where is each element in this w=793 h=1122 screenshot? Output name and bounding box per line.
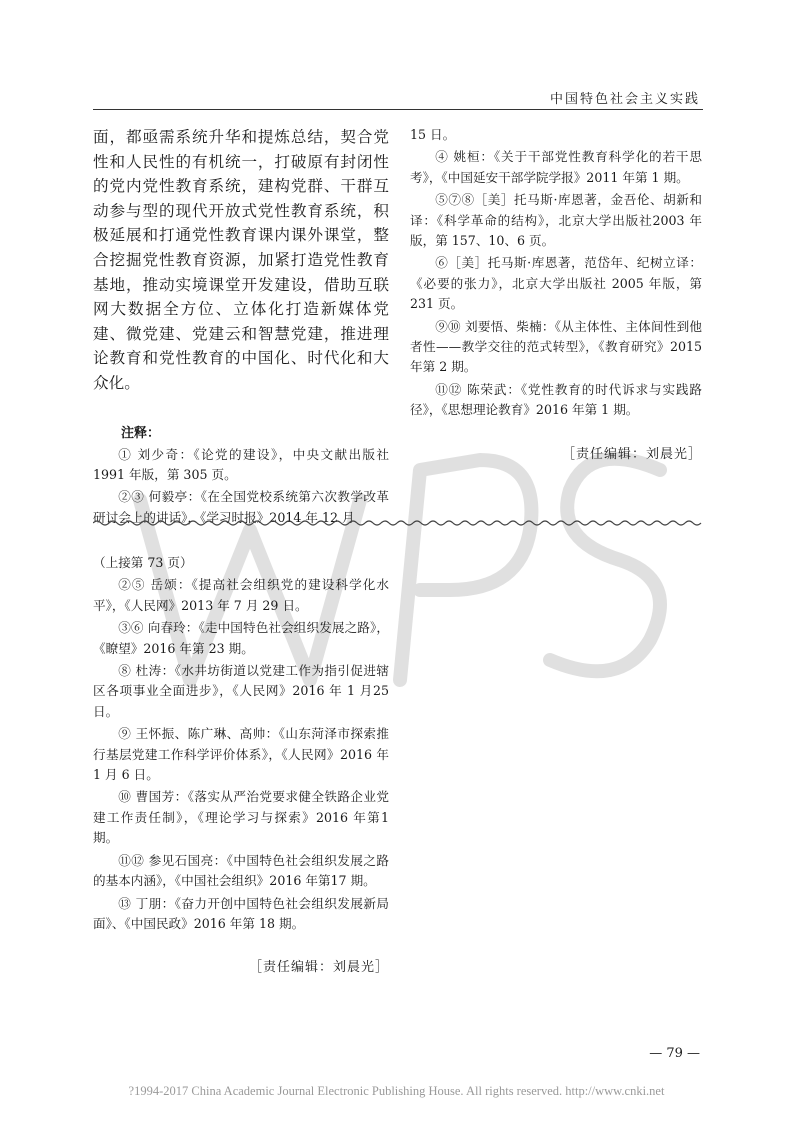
note-item: ⑪⑫ 参见石国亮：《中国特色社会组织发展之路的基本内涵》，《中国社会组织》2016 年第17 期。 — [93, 852, 389, 889]
body-paragraph: 面，都亟需系统升华和提炼总结，契合党性和人民性的有机统一，打破原有封闭性的党内党性教育系统，建构党群、干群互动参与型的现代开放式党性教育系统，积极延展和打通党性教育课内课外课堂，整合挖掘党性教育资源，加紧打造党性教育基地，推动实境课堂开发建设，借助互联网大数据全方位、立体化打造新媒体党建、微党建、党建云和智慧党建，推进理论教育和党性教育的中国化、时代化和大众化。 — [93, 128, 389, 392]
note-item: ②⑤ 岳颂：《提高社会组织党的建设科学化水平》，《人民网》2013 年 7 月 29 日。 — [93, 577, 389, 613]
note-item: ⑨⑩ 刘要悟、柴楠：《从主体性、主体间性到他者性——教学交往的范式转型》，《教育研究》2015 年第 2 期。 — [410, 318, 702, 375]
header-rule — [93, 109, 703, 110]
right-column-top — [410, 125, 702, 462]
note-item: ②③ 何毅亭：《在全国党校系统第六次教学改革研讨会上的讲话》，《学习时报》2014 年 12 月 — [93, 489, 389, 525]
continued-label: （上接第 73 页） — [93, 555, 193, 570]
note-item: ④ 姚桓：《关于干部党性教育科学化的若干思考》，《中国延安干部学院学报》2011 年第 1 期。 — [410, 149, 702, 185]
left-column-top — [93, 125, 389, 530]
note-item: ⑤⑦⑧［美］托马斯·库恩著，金吾伦、胡新和译：《科学革命的结构》，北京大学出版社2003 年版，第 157、10、6 页。 — [410, 192, 702, 249]
notes-title: 注释： — [121, 425, 161, 441]
note-item: ⑪⑫ 陈荣武：《党性教育的时代诉求与实践路径》，《思想理论教育》2016 年第 1 期。 — [410, 381, 702, 418]
editor-credit: ［责任编辑：刘晨光］ — [248, 960, 389, 976]
copyright-line: ?1994-2017 China Academic Journal Electronic Publishing House. All rights reserved. http://www.cnki.net — [128, 1084, 665, 1098]
running-title: 中国特色社会主义实践 — [549, 92, 700, 107]
note-item: ⑬ 丁朋：《奋力开创中国特色社会组织发展新局面》、《中国民政》2016 年第 18 期。 — [93, 895, 389, 931]
note-item: 15 日。 — [410, 127, 456, 142]
note-item: ① 刘少奇：《论党的建设》，中央文献出版社1991 年版，第 305 页。 — [93, 446, 389, 482]
note-item: ⑧ 杜涛：《水井坊街道以党建工作为指引促进辖区各项事业全面进步》，《人民网》2016 年 1 月25 日。 — [93, 663, 389, 719]
editor-credit: ［责任编辑：刘晨光］ — [561, 446, 702, 462]
section-divider — [93, 519, 703, 527]
note-item: ⑨ 王怀振、陈广琳、高帅：《山东菏泽市探索推行基层党建工作科学评价体系》，《人民网》2016 年 1 月 6 日。 — [93, 726, 389, 783]
note-item: ⑩ 曹国芳：《落实从严治党要求健全铁路企业党建工作责任制》，《理论学习与探索》2016 年第1 期。 — [93, 789, 389, 846]
left-column-bottom — [93, 553, 389, 975]
note-item: ⑥［美］托马斯·库恩著，范岱年、纪树立译：《必要的张力》，北京大学出版社 2005 年版，第 231 页。 — [410, 255, 702, 312]
note-item: ③⑥ 向春玲：《走中国特色社会组织发展之路》，《瞭望》2016 年第 23 期。 — [93, 620, 389, 656]
page-number: — 79 — — [649, 1046, 700, 1061]
